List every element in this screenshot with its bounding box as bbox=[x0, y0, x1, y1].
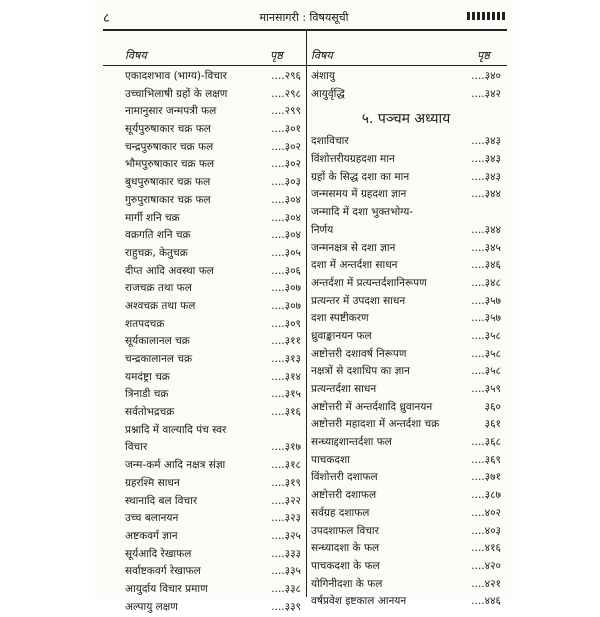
toc-entry bbox=[125, 140, 301, 158]
toc-entry-page: ....३०३ bbox=[271, 176, 301, 189]
toc-entry bbox=[311, 258, 501, 276]
column-header-rule bbox=[103, 65, 507, 66]
toc-entry-page: ....३४६ bbox=[471, 259, 501, 272]
toc-entry-title: पाचकदशा bbox=[311, 453, 350, 466]
chapter-heading: ५. पञ्चम अध्याय bbox=[361, 111, 451, 128]
toc-entry-title: भौमपुरुषाकार चक्र फल bbox=[125, 158, 215, 171]
toc-entry bbox=[125, 564, 301, 582]
toc-entry bbox=[125, 423, 301, 441]
toc-entry bbox=[125, 157, 301, 175]
toc-entry-title: अल्पायु लक्षण bbox=[125, 600, 178, 613]
toc-entry-title: प्रश्नादि में वाल्यादि पंच स्वर bbox=[125, 423, 227, 436]
toc-entry-title: यमदंष्ट्रा चक्र bbox=[125, 370, 170, 383]
toc-entry bbox=[125, 69, 301, 87]
toc-entry-title: विंशोत्तरीयग्रहदशा मान bbox=[311, 153, 395, 166]
toc-entry-page: ....३३९ bbox=[271, 600, 301, 613]
toc-entry-page: ....३०२ bbox=[271, 158, 301, 171]
toc-entry bbox=[125, 193, 301, 211]
right-subject-header: विषय bbox=[311, 49, 333, 62]
toc-entry-title: प्रत्यन्तर्दशा साधन bbox=[311, 383, 377, 395]
toc-entry-title: उच्च बलानयन bbox=[125, 512, 179, 525]
toc-entry bbox=[125, 600, 301, 617]
toc-entry bbox=[311, 69, 501, 87]
toc-entry-title: जन्मनक्षत्र से दशा ज्ञान bbox=[311, 241, 396, 254]
toc-entry-title: अन्तर्दशा में प्रत्यन्तर्दशानिरूपण bbox=[311, 276, 427, 289]
toc-entry bbox=[125, 494, 301, 512]
toc-entry-page: ....३१४ bbox=[271, 370, 301, 383]
toc-entry-page: ....३४३ bbox=[471, 153, 501, 166]
toc-entry bbox=[311, 311, 501, 329]
toc-entry-page: ....३४४ bbox=[471, 223, 501, 236]
toc-entry-page: ....३४४ bbox=[471, 188, 501, 201]
toc-entry-page: ....३२५ bbox=[271, 529, 301, 542]
toc-entry-title: उपदशाफल विचार bbox=[311, 524, 379, 537]
page-number: ८ bbox=[103, 11, 110, 26]
toc-entry-title: ग्रहों के सिद्ध दशा का मान bbox=[311, 170, 410, 183]
toc-entry-page: ....३१९ bbox=[271, 476, 301, 489]
toc-entry-page: ....३०२ bbox=[271, 140, 301, 153]
toc-entry-page: ....३१५ bbox=[271, 388, 301, 401]
toc-entry bbox=[311, 152, 501, 170]
toc-entry-title: जन्मादि में दशा भुक्तभोग्य- bbox=[311, 206, 414, 219]
toc-entry bbox=[125, 211, 301, 229]
toc-entry-page: ....३५७ bbox=[471, 294, 501, 307]
toc-entry-title: अष्टोत्तरी में अन्तर्दशादि ध्रुवानयन bbox=[311, 400, 433, 413]
toc-entry bbox=[125, 547, 301, 565]
toc-entry bbox=[125, 370, 301, 388]
toc-entry-title: वक्रगति शनि चक्र bbox=[125, 229, 191, 242]
toc-entry bbox=[311, 223, 501, 241]
toc-entry-title: राहुचक्र, केतुचक्र bbox=[125, 246, 188, 259]
toc-entry-page: ....३८७ bbox=[471, 489, 501, 502]
toc-entry-page: ....४२१ bbox=[471, 577, 501, 590]
toc-entry-title: नामानुसार जन्मपत्री फल bbox=[125, 105, 217, 118]
toc-entry-title: एकादशभाव (भाग्य)-विचार bbox=[125, 70, 227, 82]
toc-entry bbox=[311, 347, 501, 365]
toc-entry-page: ....३७१ bbox=[471, 471, 501, 484]
toc-entry bbox=[125, 87, 301, 105]
toc-entry-page: ....३४० bbox=[471, 70, 501, 82]
toc-entry-page: ....३५८ bbox=[471, 329, 501, 342]
toc-entry bbox=[311, 417, 501, 435]
toc-entry bbox=[311, 577, 501, 595]
toc-entry-title: दशा में अन्तर्दशा साधन bbox=[311, 259, 398, 272]
toc-entry-page: ....३२३ bbox=[271, 512, 301, 525]
toc-entry-title: विंशोत्तरी दशाफल bbox=[311, 471, 378, 484]
toc-entry-page: ....३३८ bbox=[271, 582, 301, 595]
right-page-header: पृष्ठ bbox=[477, 49, 490, 62]
toc-entry-title: मार्गी शनि चक्र bbox=[125, 211, 180, 224]
toc-entry-page: ....३११ bbox=[271, 335, 301, 348]
toc-entry bbox=[125, 458, 301, 476]
toc-entry-page: ....४१६ bbox=[471, 542, 501, 555]
toc-entry-page: ....३३५ bbox=[271, 565, 301, 578]
toc-entry-title: सूर्यआदि रेखाफल bbox=[125, 547, 192, 560]
ornament-border bbox=[467, 12, 507, 20]
toc-entry-page: ....२९६ bbox=[271, 70, 301, 82]
toc-entry-title: पाचकदशा के फल bbox=[311, 559, 380, 572]
toc-entry bbox=[125, 405, 301, 423]
toc-entry bbox=[311, 541, 501, 559]
toc-entry-title: सन्ध्याद्दशान्तर्दशा फल bbox=[311, 436, 392, 449]
toc-entry-page: ....३०१ bbox=[271, 123, 301, 136]
toc-entry bbox=[311, 294, 501, 312]
toc-entry-title: गुरुपुराषाकार चक्र फल bbox=[125, 193, 211, 206]
toc-entry-title: राजचक्र तथा फल bbox=[125, 282, 192, 295]
toc-entry-title: अष्टोत्तरी दशाफल bbox=[311, 489, 377, 502]
toc-entry bbox=[311, 134, 501, 152]
toc-entry bbox=[311, 400, 501, 418]
toc-entry-page: ....४०३ bbox=[471, 524, 501, 537]
toc-entry bbox=[311, 241, 501, 259]
toc-entry-title: अष्टोत्तरी दशावर्ष निरूपण bbox=[311, 347, 407, 360]
toc-entry-page: ३६० bbox=[484, 400, 501, 413]
toc-entry-title: चन्द्रकालानल चक्र bbox=[125, 353, 193, 365]
toc-entry-page: ....३३३ bbox=[271, 547, 301, 560]
toc-entry bbox=[125, 122, 301, 140]
toc-entry bbox=[125, 264, 301, 282]
toc-entry-title: निर्णय bbox=[311, 223, 334, 236]
toc-entry bbox=[311, 329, 501, 347]
toc-entry-page: ....३०७ bbox=[271, 282, 301, 295]
toc-entry-page: ....३१७ bbox=[271, 441, 301, 454]
toc-entry-page: ....३५७ bbox=[471, 312, 501, 325]
column-divider bbox=[306, 29, 307, 597]
toc-entry bbox=[125, 529, 301, 547]
toc-entry-title: बुधपुरुषाकार चक्र फल bbox=[125, 176, 211, 189]
toc-entry-title: सर्वाष्टकवर्ग रेखाफल bbox=[125, 565, 201, 578]
toc-entry-title: सूर्यकालानल चक्र bbox=[125, 335, 190, 348]
toc-entry-title: ध्रुवाङ्कानयन फल bbox=[311, 329, 372, 342]
toc-entry bbox=[125, 440, 301, 458]
toc-entry-page: ....३१८ bbox=[271, 459, 301, 472]
toc-entry-page: ....३१३ bbox=[271, 353, 301, 365]
toc-entry bbox=[125, 175, 301, 193]
toc-entry bbox=[311, 435, 501, 453]
toc-entry-page: ....३४३ bbox=[471, 170, 501, 183]
toc-entry bbox=[125, 246, 301, 264]
toc-entry bbox=[311, 205, 501, 223]
toc-entry-title: अंशायु bbox=[311, 70, 335, 82]
toc-entry-page: ....३४५ bbox=[471, 241, 501, 254]
toc-entry bbox=[311, 506, 501, 524]
toc-entry-title: वर्षप्रवेश इष्टकाल आनयन bbox=[311, 595, 407, 608]
toc-entry-page: ....३०७ bbox=[271, 299, 301, 312]
toc-entry-page: ....३२२ bbox=[271, 494, 301, 507]
toc-entry-page: ....३०४ bbox=[271, 211, 301, 224]
toc-entry bbox=[125, 352, 301, 370]
toc-entry-page: ....३०४ bbox=[271, 193, 301, 206]
toc-entry-title: प्रत्यन्तर में उपदशा साधन bbox=[311, 294, 406, 307]
toc-entry-page: ....३४३ bbox=[471, 135, 501, 148]
toc-entry-page: ....३१६ bbox=[271, 406, 301, 419]
toc-entry-page: ....३०९ bbox=[271, 317, 301, 330]
toc-entry-title: आयुर्दाय विचार प्रमाण bbox=[125, 582, 208, 595]
toc-entry-page: ....३५९ bbox=[471, 383, 501, 395]
toc-entry bbox=[311, 87, 501, 105]
toc-entry-title: दशा स्पष्टीकरण bbox=[311, 312, 369, 325]
left-subject-header: विषय bbox=[125, 49, 147, 62]
toc-entry bbox=[125, 104, 301, 122]
toc-entry-title: सर्वग्रह दशाफल bbox=[311, 506, 370, 519]
toc-entry bbox=[311, 559, 501, 577]
toc-entry-page: ....३५८ bbox=[471, 365, 501, 378]
toc-entry-page: ....३०५ bbox=[271, 246, 301, 259]
book-page bbox=[95, 0, 513, 613]
toc-entry-page: ....३०६ bbox=[271, 264, 301, 277]
toc-entry-page: ....३०४ bbox=[271, 229, 301, 242]
toc-entry-title: सन्ध्यादशा के फल bbox=[311, 542, 380, 555]
toc-entry-page: ....३४८ bbox=[471, 276, 501, 289]
toc-entry-title: अष्टकवर्ग ज्ञान bbox=[125, 529, 178, 542]
toc-entry-title: दीप्त आदि अवस्था फल bbox=[125, 264, 214, 277]
toc-entry bbox=[311, 453, 501, 471]
toc-entry bbox=[125, 582, 301, 600]
left-toc-column bbox=[125, 69, 301, 617]
left-page-header: पृष्ठ bbox=[270, 49, 283, 62]
toc-entry-title: अष्टोत्तरी महादशा में अन्तर्दशा चक्र bbox=[311, 418, 440, 431]
toc-entry-title: सूर्यपुरुषाकार चक्र फल bbox=[125, 123, 211, 136]
header-rule bbox=[103, 29, 507, 31]
toc-entry bbox=[311, 524, 501, 542]
toc-entry-page: ....४०२ bbox=[471, 506, 501, 519]
toc-entry-title: जन्मसमय में ग्रहदशा ज्ञान bbox=[311, 188, 407, 201]
toc-entry bbox=[125, 299, 301, 317]
toc-entry bbox=[311, 187, 501, 205]
toc-entry-title: योगिनीदशा के फल bbox=[311, 577, 383, 590]
toc-entry-page: ....२९९ bbox=[271, 105, 301, 118]
toc-entry bbox=[125, 228, 301, 246]
toc-entry-title: त्रिनाडी चक्र bbox=[125, 388, 169, 401]
page-title: मानसागरी : विषयसूची bbox=[259, 11, 349, 24]
toc-entry bbox=[125, 476, 301, 494]
toc-entry bbox=[125, 334, 301, 352]
toc-entry-title: ग्रहरश्मि साधन bbox=[125, 476, 180, 489]
toc-entry-page: ....३६८ bbox=[471, 436, 501, 449]
toc-entry bbox=[311, 470, 501, 488]
toc-entry-title: सर्वतोभद्रचक्र bbox=[125, 406, 175, 419]
page-header bbox=[95, 6, 513, 28]
toc-entry bbox=[311, 170, 501, 188]
toc-entry bbox=[125, 387, 301, 405]
toc-entry-title: विचार bbox=[125, 441, 148, 454]
toc-entry bbox=[125, 317, 301, 335]
toc-entry-page: ३६१ bbox=[484, 418, 501, 431]
toc-entry-title: नक्षत्रों से दशाधिप का ज्ञान bbox=[311, 365, 410, 378]
toc-entry-page: ....३५८ bbox=[471, 347, 501, 360]
toc-entry bbox=[125, 281, 301, 299]
toc-entry-page: ....४२० bbox=[471, 559, 501, 572]
toc-entry-title: दशाविचार bbox=[311, 135, 349, 148]
toc-entry-title: आयुर्वृद्धि bbox=[311, 87, 345, 100]
toc-entry-title: उच्चाभिलाषी ग्रहों के लक्षण bbox=[125, 87, 228, 100]
right-toc-column bbox=[311, 69, 501, 612]
toc-entry-title: अश्वचक्र तथा फल bbox=[125, 299, 196, 312]
toc-entry bbox=[311, 488, 501, 506]
toc-entry-title: चन्द्रपुरुषाकार चक्र फल bbox=[125, 140, 214, 153]
toc-entry-title: शतपदचक्र bbox=[125, 317, 165, 330]
toc-entry bbox=[125, 511, 301, 529]
toc-entry-title: स्थानादि बल विचार bbox=[125, 494, 198, 507]
toc-entry bbox=[311, 276, 501, 294]
toc-entry bbox=[311, 382, 501, 400]
toc-entry bbox=[311, 594, 501, 612]
toc-entry-page: ....२९८ bbox=[271, 87, 301, 100]
toc-entry bbox=[311, 364, 501, 382]
toc-entry-page: ....३६९ bbox=[471, 453, 501, 466]
toc-entry-page: ....३४२ bbox=[471, 87, 501, 100]
toc-entry-title: जन्म-कर्म आदि नक्षत्र संज्ञा bbox=[125, 459, 226, 472]
toc-entry-page: ....४४६ bbox=[471, 595, 501, 608]
